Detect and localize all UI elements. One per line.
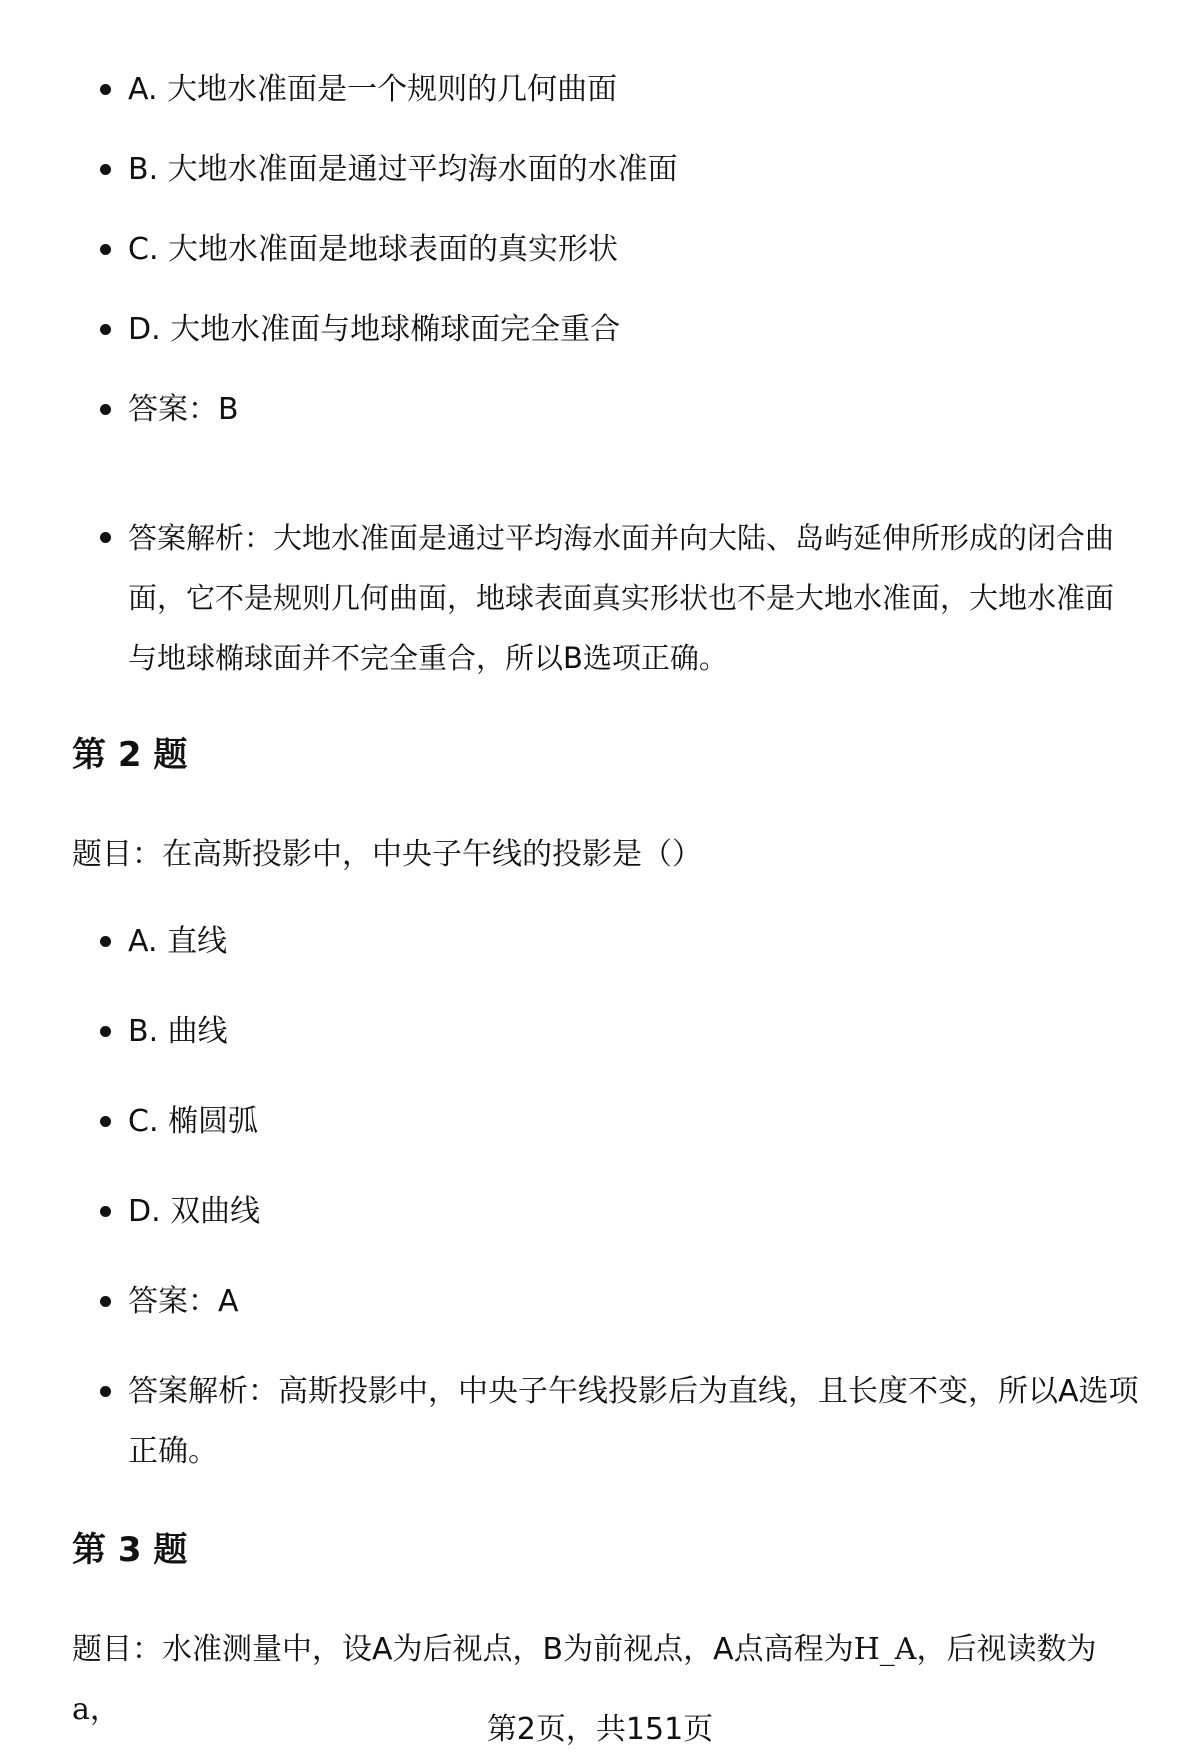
q2-title: 第 2 题 — [72, 735, 188, 775]
bullet-icon — [100, 164, 111, 175]
bullet-icon — [100, 1296, 111, 1307]
bullet-icon — [100, 936, 111, 947]
q2-option-d: D. 双曲线 — [128, 1182, 1140, 1242]
q1-answer: 答案：B — [128, 380, 1140, 440]
q2-option-c: C. 椭圆弧 — [128, 1092, 1140, 1152]
q2-stem: 题目：在高斯投影中，中央子午线的投影是（） — [72, 837, 702, 872]
bullet-icon — [100, 244, 111, 255]
q1-option-b: B. 大地水准面是通过平均海水面的水准面 — [128, 140, 1140, 200]
q1-option-d: D. 大地水准面与地球椭球面完全重合 — [128, 300, 1140, 360]
q2-option-b: B. 曲线 — [128, 1002, 1140, 1062]
q3-math-ha: H_A — [853, 1632, 917, 1667]
bullet-icon — [100, 1026, 111, 1037]
q1-option-c: C. 大地水准面是地球表面的真实形状 — [128, 220, 1140, 280]
bullet-icon — [100, 1386, 111, 1397]
q3-title: 第 3 题 — [72, 1530, 188, 1570]
q2-answer: 答案：A — [128, 1272, 1140, 1332]
q1-explanation: 答案解析：大地水准面是通过平均海水面并向大陆、岛屿延伸所形成的闭合曲面，它不是规则几何曲面，地球表面真实形状也不是大地水准面，大地水准面与地球椭球面并不完全重合，所以B选项正确。 — [128, 508, 1140, 688]
q3-math-a: a — [72, 1692, 90, 1727]
page-footer: 第2页，共151页 — [486, 1712, 714, 1747]
bullet-icon — [100, 324, 111, 335]
bullet-icon — [100, 84, 111, 95]
q2-explanation: 答案解析：高斯投影中，中央子午线投影后为直线，且长度不变，所以A选项正确。 — [128, 1362, 1140, 1482]
q3-stem: 题目：水准测量中，设A为后视点，B为前视点，A点高程为H_A，后视读数为a， — [72, 1632, 1097, 1727]
bullet-icon — [100, 404, 111, 415]
bullet-icon — [100, 1116, 111, 1127]
bullet-icon — [100, 532, 111, 543]
bullet-icon — [100, 1206, 111, 1217]
q2-option-a: A. 直线 — [128, 912, 1140, 972]
q1-option-a: A. 大地水准面是一个规则的几何曲面 — [128, 60, 1140, 120]
